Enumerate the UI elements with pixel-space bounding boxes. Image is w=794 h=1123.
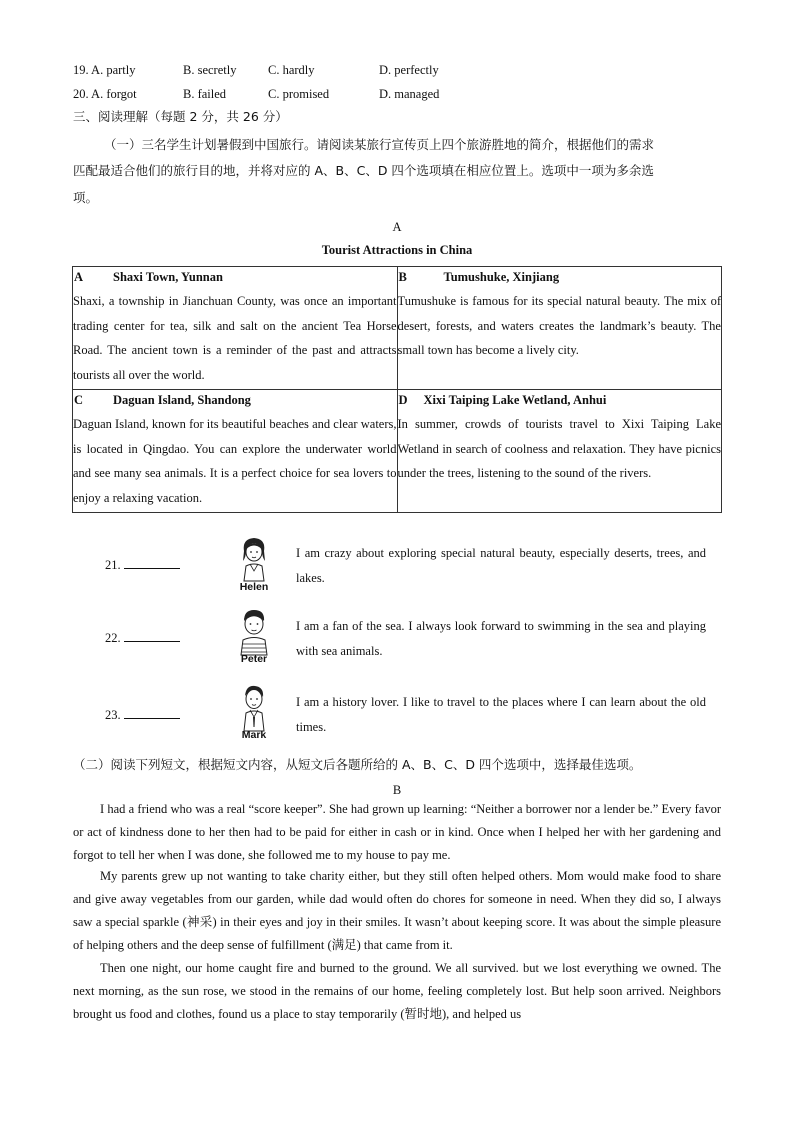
part1-instruction-line1: （一）三名学生计划暑假到中国旅行。请阅读某旅行宣传页上四个旅游胜地的简介，根据他们的需求: [104, 137, 655, 152]
attraction-cell-d: [397, 390, 722, 513]
attraction-cell-b: [397, 267, 722, 390]
answer-blank[interactable]: [124, 631, 180, 642]
answer-blank[interactable]: [124, 708, 180, 719]
question-number: 21.: [105, 558, 121, 572]
part1-instruction-line2: 匹配最适合他们的旅行目的地，并将对应的 A、B、C、D 四个选项填在相应位置上。选项中一项为多余选: [73, 163, 654, 178]
attraction-cell-c: [73, 390, 398, 513]
question-text: I am crazy about exploring special natural beauty, especially deserts, trees, and lakes.: [296, 546, 706, 585]
attraction-desc: Tumushuke is famous for its special natural beauty. The mix of desert, forests, and waters creates the landmark’s beauty. The small town has become a lively city.: [397, 294, 721, 357]
question-21: [105, 558, 180, 573]
peter-avatar: [232, 607, 276, 663]
option-b: B. failed: [183, 87, 227, 101]
option-d: D. perfectly: [379, 63, 439, 77]
attraction-letter: C: [74, 393, 84, 407]
attraction-name: Tumushuke, Xinjiang: [443, 270, 560, 284]
boy-figure-icon: [232, 607, 276, 657]
figure-name: Peter: [240, 653, 268, 665]
attraction-name: Xixi Taiping Lake Wetland, Anhui: [423, 393, 607, 407]
option-c: C. hardly: [268, 63, 315, 77]
attraction-desc: Shaxi, a township in Jianchuan County, was once an important trading center for tea, silk and salt on the ancient Tea Horse Road. The ancient town is a reminder of the past and attracts tourists all over the world.: [73, 294, 397, 382]
attractions-table: [72, 266, 722, 513]
man-figure-icon: [232, 683, 276, 733]
option-d: D. managed: [379, 87, 440, 101]
part2-instruction: （二）阅读下列短文，根据短文内容，从短文后各题所给的 A、B、C、D 四个选项中，选择最佳选项。: [73, 757, 642, 772]
option-c: C. promised: [268, 87, 330, 101]
attraction-name: Shaxi Town, Yunnan: [113, 270, 223, 284]
option-a: 20. A. forgot: [73, 87, 137, 101]
option-a: 19. A. partly: [73, 63, 136, 77]
passage-a-label: A: [392, 220, 402, 234]
passage-a-title: Tourist Attractions in China: [321, 243, 473, 257]
attraction-name: Daguan Island, Shandong: [113, 393, 251, 407]
passage-b-paragraph-2: My parents grew up not wanting to take charity either, but they still often helped others. Mom would make food to share and give away vegetables from our garden, while dad would often do chores for someone in need. When they did so, I always saw a special sparkle (神采) in their eyes and joy in their smiles. It wasn’t about keeping score. It was about the simple pleasure of helping others and the deep sense of fulfillment (满足) that came from it.: [73, 869, 721, 952]
attraction-desc: In summer, crowds of tourists travel to Xixi Taiping Lake Wetland in search of coolness and relaxation. They have picnics under the trees, listening to the sound of the rivers.: [397, 417, 721, 480]
mark-avatar: [232, 683, 276, 739]
passage-b-paragraph-1: I had a friend who was a real “score keeper”. She had grown up learning: “Neither a borrower nor a lender be.” Every favor or act of kindness done to her then had to be paid for either in cash or in kind. Once when I helped her with her gardening and forgot to tell her when I was done, she followed me to my house to pay me.: [73, 802, 721, 862]
question-text: I am a history lover. I like to travel to the places where I can learn about the old times.: [296, 695, 706, 734]
question-text: I am a fan of the sea. I always look forward to swimming in the sea and playing with sea animals.: [296, 619, 706, 658]
part1-instruction-line3: 项。: [73, 190, 99, 205]
helen-avatar: [232, 535, 276, 591]
attraction-letter: D: [398, 393, 408, 407]
figure-name: Mark: [241, 729, 267, 741]
passage-b-label: B: [392, 783, 402, 797]
passage-b-paragraph-3: Then one night, our home caught fire and burned to the ground. We all survived. but we lost everything we owned. The next morning, as the sun rose, we stood in the remains of our home, feeling completely lost. But help soon arrived. Neighbors brought us food and clothes, found us a place to stay temporarily (暂时地), and helped us: [73, 961, 721, 1021]
question-number: 23.: [105, 708, 121, 722]
question-23: [105, 708, 180, 723]
girl-figure-icon: [232, 535, 276, 583]
attraction-desc: Daguan Island, known for its beautiful beaches and clear waters, is located in Qingdao. You can explore the underwater world and see many sea animals. It is a perfect choice for sea lovers to enjoy a relaxing vacation.: [73, 417, 397, 505]
question-22: [105, 631, 180, 646]
question-number: 22.: [105, 631, 121, 645]
answer-blank[interactable]: [124, 558, 180, 569]
attraction-letter: B: [398, 270, 407, 284]
option-b: B. secretly: [183, 63, 237, 77]
attraction-cell-a: [73, 267, 398, 390]
section-heading: 三、阅读理解（每题 2 分，共 26 分）: [73, 109, 288, 124]
figure-name: Helen: [239, 581, 269, 593]
attraction-letter: A: [74, 270, 84, 284]
